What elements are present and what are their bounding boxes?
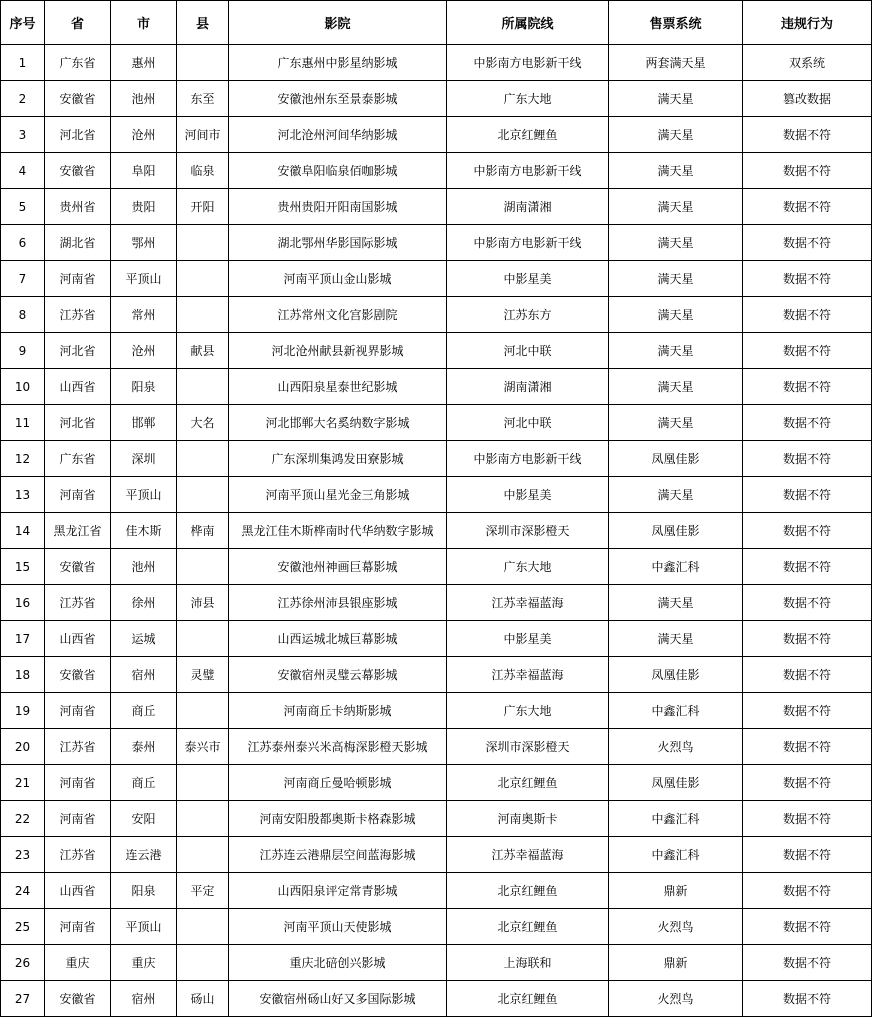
cell-violation: 数据不符 [743, 225, 872, 261]
cell-cinema: 河南商丘曼哈顿影城 [229, 765, 447, 801]
cell-violation: 数据不符 [743, 333, 872, 369]
cell-ticket-system: 满天星 [609, 405, 743, 441]
table-row [1, 513, 872, 549]
cell-cinema: 广东惠州中影星纳影城 [229, 45, 447, 81]
cell-violation: 数据不符 [743, 909, 872, 945]
cell-county: 东至 [177, 81, 229, 117]
cell-county [177, 477, 229, 513]
cell-ticket-system: 满天星 [609, 585, 743, 621]
cell-province: 黑龙江省 [45, 513, 111, 549]
cell-county [177, 297, 229, 333]
cell-circuit: 中影南方电影新干线 [447, 45, 609, 81]
cell-cinema: 江苏泰州泰兴米高梅深影橙天影城 [229, 729, 447, 765]
cell-cinema: 江苏徐州沛县银座影城 [229, 585, 447, 621]
table-row [1, 153, 872, 189]
cell-ticket-system: 满天星 [609, 153, 743, 189]
cell-cinema: 安徽宿州砀山好又多国际影城 [229, 981, 447, 1017]
cell-circuit: 北京红鲤鱼 [447, 765, 609, 801]
table-row [1, 441, 872, 477]
cell-ticket-system: 火烈鸟 [609, 981, 743, 1017]
cell-circuit: 深圳市深影橙天 [447, 729, 609, 765]
cell-violation: 数据不符 [743, 801, 872, 837]
cell-county: 砀山 [177, 981, 229, 1017]
table-row [1, 333, 872, 369]
cell-city: 徐州 [111, 585, 177, 621]
cell-city: 贵阳 [111, 189, 177, 225]
cell-city: 平顶山 [111, 477, 177, 513]
cell-index: 20 [1, 729, 45, 765]
table-row [1, 369, 872, 405]
cell-province: 广东省 [45, 441, 111, 477]
cell-violation: 数据不符 [743, 765, 872, 801]
cell-county [177, 549, 229, 585]
header-circuit: 所属院线 [447, 1, 609, 45]
table-row [1, 117, 872, 153]
cell-province: 河南省 [45, 909, 111, 945]
cell-city: 重庆 [111, 945, 177, 981]
cell-index: 26 [1, 945, 45, 981]
cell-index: 23 [1, 837, 45, 873]
cell-ticket-system: 火烈鸟 [609, 729, 743, 765]
cell-city: 惠州 [111, 45, 177, 81]
cell-city: 池州 [111, 549, 177, 585]
cell-ticket-system: 凤凰佳影 [609, 657, 743, 693]
header-city: 市 [111, 1, 177, 45]
cell-cinema: 安徽池州东至景泰影城 [229, 81, 447, 117]
cell-county [177, 369, 229, 405]
cell-index: 10 [1, 369, 45, 405]
cell-ticket-system: 凤凰佳影 [609, 765, 743, 801]
table-body [1, 45, 872, 1017]
cell-circuit: 北京红鲤鱼 [447, 117, 609, 153]
cell-cinema: 安徽宿州灵璧云幕影城 [229, 657, 447, 693]
header-row [1, 1, 872, 45]
cell-province: 安徽省 [45, 549, 111, 585]
cell-cinema: 广东深圳集鸿发田寮影城 [229, 441, 447, 477]
cell-cinema: 河北沧州河间华纳影城 [229, 117, 447, 153]
cell-cinema: 黑龙江佳木斯桦南时代华纳数字影城 [229, 513, 447, 549]
cell-violation: 数据不符 [743, 945, 872, 981]
cell-ticket-system: 满天星 [609, 225, 743, 261]
cell-province: 安徽省 [45, 81, 111, 117]
cell-index: 3 [1, 117, 45, 153]
table-row [1, 225, 872, 261]
cell-county [177, 945, 229, 981]
cell-county: 开阳 [177, 189, 229, 225]
cell-county [177, 837, 229, 873]
cell-ticket-system: 满天星 [609, 477, 743, 513]
cell-county: 沛县 [177, 585, 229, 621]
cell-violation: 数据不符 [743, 981, 872, 1017]
cell-circuit: 河北中联 [447, 333, 609, 369]
cell-circuit: 上海联和 [447, 945, 609, 981]
cell-circuit: 广东大地 [447, 549, 609, 585]
cell-circuit: 湖南潇湘 [447, 369, 609, 405]
cell-cinema: 山西运城北城巨幕影城 [229, 621, 447, 657]
cell-index: 9 [1, 333, 45, 369]
cell-city: 安阳 [111, 801, 177, 837]
cell-cinema: 河南平顶山金山影城 [229, 261, 447, 297]
cell-index: 2 [1, 81, 45, 117]
cell-county [177, 441, 229, 477]
table-row [1, 765, 872, 801]
cell-county: 灵璧 [177, 657, 229, 693]
cell-cinema: 贵州贵阳开阳南国影城 [229, 189, 447, 225]
cell-city: 平顶山 [111, 909, 177, 945]
cell-index: 7 [1, 261, 45, 297]
cell-circuit: 深圳市深影橙天 [447, 513, 609, 549]
cell-county [177, 261, 229, 297]
cell-violation: 数据不符 [743, 297, 872, 333]
cell-city: 阳泉 [111, 873, 177, 909]
cell-county: 平定 [177, 873, 229, 909]
cell-cinema: 山西阳泉星泰世纪影城 [229, 369, 447, 405]
cell-index: 14 [1, 513, 45, 549]
cell-county: 临泉 [177, 153, 229, 189]
table-row [1, 585, 872, 621]
cell-violation: 数据不符 [743, 873, 872, 909]
cell-province: 河南省 [45, 261, 111, 297]
table-row [1, 81, 872, 117]
cell-province: 湖北省 [45, 225, 111, 261]
cell-circuit: 湖南潇湘 [447, 189, 609, 225]
cell-violation: 数据不符 [743, 549, 872, 585]
cell-cinema: 安徽阜阳临泉佰咖影城 [229, 153, 447, 189]
cell-county: 桦南 [177, 513, 229, 549]
cell-province: 河北省 [45, 333, 111, 369]
table-row [1, 945, 872, 981]
cell-cinema: 重庆北碚创兴影城 [229, 945, 447, 981]
cell-violation: 数据不符 [743, 477, 872, 513]
cell-city: 运城 [111, 621, 177, 657]
cell-province: 江苏省 [45, 585, 111, 621]
table-header [1, 1, 872, 45]
cell-ticket-system: 满天星 [609, 333, 743, 369]
cell-cinema: 安徽池州神画巨幕影城 [229, 549, 447, 585]
cell-violation: 篡改数据 [743, 81, 872, 117]
cell-ticket-system: 中鑫汇科 [609, 693, 743, 729]
cell-ticket-system: 满天星 [609, 81, 743, 117]
cell-ticket-system: 鼎新 [609, 945, 743, 981]
cell-violation: 数据不符 [743, 117, 872, 153]
cell-index: 11 [1, 405, 45, 441]
cell-index: 27 [1, 981, 45, 1017]
cell-province: 河北省 [45, 117, 111, 153]
cell-city: 连云港 [111, 837, 177, 873]
table-row [1, 837, 872, 873]
cell-cinema: 河南商丘卡纳斯影城 [229, 693, 447, 729]
cell-violation: 数据不符 [743, 369, 872, 405]
table-row [1, 189, 872, 225]
cell-index: 5 [1, 189, 45, 225]
cell-violation: 数据不符 [743, 837, 872, 873]
cell-violation: 数据不符 [743, 513, 872, 549]
table-row [1, 657, 872, 693]
cell-ticket-system: 满天星 [609, 189, 743, 225]
table-row [1, 405, 872, 441]
cell-province: 江苏省 [45, 297, 111, 333]
cell-cinema: 湖北鄂州华影国际影城 [229, 225, 447, 261]
table-row [1, 693, 872, 729]
header-county: 县 [177, 1, 229, 45]
cell-cinema: 河南安阳殷都奥斯卡格森影城 [229, 801, 447, 837]
cell-city: 池州 [111, 81, 177, 117]
cell-index: 22 [1, 801, 45, 837]
cell-circuit: 江苏幸福蓝海 [447, 657, 609, 693]
cell-circuit: 中影南方电影新干线 [447, 441, 609, 477]
cell-ticket-system: 满天星 [609, 117, 743, 153]
cell-ticket-system: 中鑫汇科 [609, 549, 743, 585]
cell-index: 24 [1, 873, 45, 909]
table-row [1, 261, 872, 297]
cell-city: 深圳 [111, 441, 177, 477]
cell-circuit: 北京红鲤鱼 [447, 981, 609, 1017]
header-violation: 违规行为 [743, 1, 872, 45]
cell-city: 宿州 [111, 657, 177, 693]
cell-index: 1 [1, 45, 45, 81]
cell-cinema: 山西阳泉评定常青影城 [229, 873, 447, 909]
cell-index: 19 [1, 693, 45, 729]
cell-circuit: 中影星美 [447, 477, 609, 513]
cell-index: 21 [1, 765, 45, 801]
cell-city: 宿州 [111, 981, 177, 1017]
cell-province: 重庆 [45, 945, 111, 981]
cell-index: 13 [1, 477, 45, 513]
cell-circuit: 中影星美 [447, 261, 609, 297]
header-index: 序号 [1, 1, 45, 45]
cell-province: 安徽省 [45, 153, 111, 189]
cell-violation: 数据不符 [743, 189, 872, 225]
cell-province: 山西省 [45, 873, 111, 909]
cell-index: 17 [1, 621, 45, 657]
cell-ticket-system: 满天星 [609, 261, 743, 297]
table-row [1, 981, 872, 1017]
cell-county: 河间市 [177, 117, 229, 153]
cell-violation: 双系统 [743, 45, 872, 81]
cell-index: 12 [1, 441, 45, 477]
cell-ticket-system: 满天星 [609, 369, 743, 405]
cell-province: 河南省 [45, 765, 111, 801]
header-ticket-system: 售票系统 [609, 1, 743, 45]
cell-index: 18 [1, 657, 45, 693]
cell-ticket-system: 火烈鸟 [609, 909, 743, 945]
cell-county: 泰兴市 [177, 729, 229, 765]
header-cinema: 影院 [229, 1, 447, 45]
cell-city: 常州 [111, 297, 177, 333]
cell-county [177, 693, 229, 729]
cell-ticket-system: 鼎新 [609, 873, 743, 909]
cell-index: 16 [1, 585, 45, 621]
cell-county [177, 909, 229, 945]
cell-city: 鄂州 [111, 225, 177, 261]
table-row [1, 297, 872, 333]
cell-province: 河南省 [45, 477, 111, 513]
cell-index: 4 [1, 153, 45, 189]
cell-ticket-system: 中鑫汇科 [609, 837, 743, 873]
cell-province: 江苏省 [45, 837, 111, 873]
cell-cinema: 江苏连云港鼎层空间蓝海影城 [229, 837, 447, 873]
cell-index: 8 [1, 297, 45, 333]
cell-city: 沧州 [111, 117, 177, 153]
cell-city: 商丘 [111, 693, 177, 729]
cell-county [177, 801, 229, 837]
cell-violation: 数据不符 [743, 693, 872, 729]
cell-circuit: 河北中联 [447, 405, 609, 441]
cell-province: 河北省 [45, 405, 111, 441]
cell-province: 贵州省 [45, 189, 111, 225]
cell-province: 广东省 [45, 45, 111, 81]
table-row [1, 729, 872, 765]
cell-city: 佳木斯 [111, 513, 177, 549]
cell-province: 山西省 [45, 369, 111, 405]
cell-ticket-system: 两套满天星 [609, 45, 743, 81]
cell-cinema: 河南平顶山星光金三角影城 [229, 477, 447, 513]
cell-province: 山西省 [45, 621, 111, 657]
table-row [1, 477, 872, 513]
cell-circuit: 中影南方电影新干线 [447, 225, 609, 261]
cell-county [177, 225, 229, 261]
cell-city: 商丘 [111, 765, 177, 801]
cell-province: 河南省 [45, 801, 111, 837]
cell-cinema: 河南平顶山天使影城 [229, 909, 447, 945]
cell-province: 安徽省 [45, 657, 111, 693]
cell-province: 江苏省 [45, 729, 111, 765]
cell-circuit: 北京红鲤鱼 [447, 873, 609, 909]
cell-city: 平顶山 [111, 261, 177, 297]
cell-circuit: 北京红鲤鱼 [447, 909, 609, 945]
cell-city: 邯郸 [111, 405, 177, 441]
cell-violation: 数据不符 [743, 657, 872, 693]
cell-county [177, 621, 229, 657]
cell-cinema: 江苏常州文化宫影剧院 [229, 297, 447, 333]
cell-ticket-system: 满天星 [609, 621, 743, 657]
cell-violation: 数据不符 [743, 153, 872, 189]
cell-ticket-system: 凤凰佳影 [609, 513, 743, 549]
cell-ticket-system: 中鑫汇科 [609, 801, 743, 837]
cell-province: 河南省 [45, 693, 111, 729]
cell-circuit: 江苏东方 [447, 297, 609, 333]
table-row [1, 549, 872, 585]
cell-county: 献县 [177, 333, 229, 369]
table-row [1, 45, 872, 81]
header-province: 省 [45, 1, 111, 45]
table-row [1, 621, 872, 657]
cell-circuit: 江苏幸福蓝海 [447, 837, 609, 873]
cell-province: 安徽省 [45, 981, 111, 1017]
cell-city: 泰州 [111, 729, 177, 765]
cell-city: 阳泉 [111, 369, 177, 405]
cell-ticket-system: 凤凰佳影 [609, 441, 743, 477]
cell-cinema: 河北沧州献县新视界影城 [229, 333, 447, 369]
cell-violation: 数据不符 [743, 585, 872, 621]
cell-violation: 数据不符 [743, 441, 872, 477]
cell-cinema: 河北邯郸大名奚纳数字影城 [229, 405, 447, 441]
cell-city: 阜阳 [111, 153, 177, 189]
cell-index: 15 [1, 549, 45, 585]
cell-violation: 数据不符 [743, 261, 872, 297]
cell-county [177, 45, 229, 81]
table-row [1, 873, 872, 909]
cell-circuit: 广东大地 [447, 693, 609, 729]
cell-ticket-system: 满天星 [609, 297, 743, 333]
cell-violation: 数据不符 [743, 621, 872, 657]
cell-index: 25 [1, 909, 45, 945]
table-row [1, 801, 872, 837]
table-row [1, 909, 872, 945]
cell-circuit: 中影星美 [447, 621, 609, 657]
cell-violation: 数据不符 [743, 729, 872, 765]
cell-circuit: 江苏幸福蓝海 [447, 585, 609, 621]
cell-city: 沧州 [111, 333, 177, 369]
cell-circuit: 广东大地 [447, 81, 609, 117]
cell-circuit: 中影南方电影新干线 [447, 153, 609, 189]
cell-county: 大名 [177, 405, 229, 441]
cell-circuit: 河南奥斯卡 [447, 801, 609, 837]
cell-index: 6 [1, 225, 45, 261]
cell-violation: 数据不符 [743, 405, 872, 441]
cell-county [177, 765, 229, 801]
